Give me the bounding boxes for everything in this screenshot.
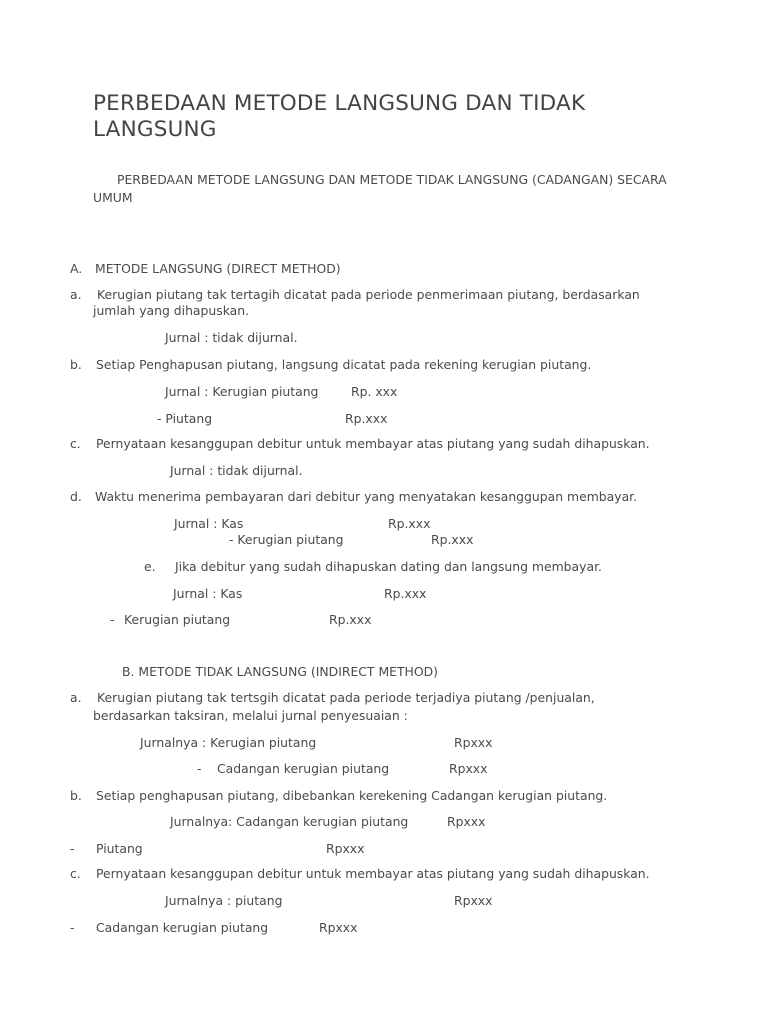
item-e-journal-debit: Jurnal : Kas	[173, 586, 243, 601]
item-d-text: Waktu menerima pembayaran dari debitur yang menyatakan kesanggupan membayar.	[95, 489, 638, 504]
page-title-line-2: LANGSUNG	[93, 117, 217, 142]
item-e-journal-debit-amount: Rp.xxx	[384, 586, 427, 601]
b-list-marker-a: a.	[70, 690, 82, 705]
item-e-journal-credit-amount: Rp.xxx	[329, 612, 372, 627]
b-item-a-journal-credit: Cadangan kerugian piutang	[217, 761, 390, 776]
section-b-heading: B. METODE TIDAK LANGSUNG (INDIRECT METHOD)	[122, 664, 438, 679]
item-b-journal-debit: Jurnal : Kerugian piutang	[165, 384, 319, 399]
item-a-journal: Jurnal : tidak dijurnal.	[165, 330, 298, 345]
item-c-journal: Jurnal : tidak dijurnal.	[170, 463, 303, 478]
item-d-journal-credit: - Kerugian piutang	[229, 532, 344, 547]
section-a-heading: METODE LANGSUNG (DIRECT METHOD)	[95, 261, 341, 276]
b-item-c-journal-credit-dash: -	[70, 920, 75, 935]
page-title-line-1: PERBEDAAN METODE LANGSUNG DAN TIDAK	[93, 91, 586, 116]
item-b-journal-credit: - Piutang	[157, 411, 213, 426]
b-list-marker-b: b.	[70, 788, 82, 803]
list-marker-d: d.	[70, 489, 82, 504]
item-e-journal-credit: Kerugian piutang	[124, 612, 231, 627]
b-item-c-journal-debit-amount: Rpxxx	[454, 893, 493, 908]
item-b-journal-credit-amount: Rp.xxx	[345, 411, 388, 426]
b-item-b-journal-debit-amount: Rpxxx	[447, 814, 486, 829]
item-e-journal-credit-dash: -	[110, 612, 115, 627]
b-item-c-journal-credit: Cadangan kerugian piutang	[96, 920, 269, 935]
list-marker-c: c.	[70, 436, 81, 451]
item-c-text: Pernyataan kesanggupan debitur untuk membayar atas piutang yang sudah dihapuskan.	[96, 436, 650, 451]
b-item-a-line-1: Kerugian piutang tak tertsgih dicatat pada periode terjadiya piutang /penjualan,	[97, 690, 595, 705]
b-item-a-journal-credit-amount: Rpxxx	[449, 761, 488, 776]
item-d-journal-credit-amount: Rp.xxx	[431, 532, 474, 547]
b-item-a-journal-debit: Jurnalnya : Kerugian piutang	[140, 735, 317, 750]
item-d-journal-debit-amount: Rp.xxx	[388, 516, 431, 531]
section-a-marker: A.	[70, 261, 83, 276]
list-marker-e: e.	[144, 559, 156, 574]
b-item-a-line-2: berdasarkan taksiran, melalui jurnal penyesuaian :	[93, 708, 408, 723]
list-marker-a: a.	[70, 287, 82, 302]
b-item-c-text: Pernyataan kesanggupan debitur untuk membayar atas piutang yang sudah dihapuskan.	[96, 866, 650, 881]
subtitle-line-2: UMUM	[93, 190, 133, 205]
b-item-c-journal-credit-amount: Rpxxx	[319, 920, 358, 935]
item-a-line-1: Kerugian piutang tak tertagih dicatat pada periode penmerimaan piutang, berdasarkan	[97, 287, 640, 302]
item-e-text: Jika debitur yang sudah dihapuskan dating dan langsung membayar.	[175, 559, 602, 574]
b-item-a-journal-credit-dash: -	[197, 761, 202, 776]
b-list-marker-c: c.	[70, 866, 81, 881]
item-a-line-2: jumlah yang dihapuskan.	[93, 303, 250, 318]
item-b-text: Setiap Penghapusan piutang, langsung dicatat pada rekening kerugian piutang.	[96, 357, 592, 372]
b-item-b-journal-debit: Jurnalnya: Cadangan kerugian piutang	[170, 814, 409, 829]
b-item-b-journal-credit: Piutang	[96, 841, 143, 856]
list-marker-b: b.	[70, 357, 82, 372]
b-item-b-journal-credit-dash: -	[70, 841, 75, 856]
b-item-b-journal-credit-amount: Rpxxx	[326, 841, 365, 856]
subtitle-line-1: PERBEDAAN METODE LANGSUNG DAN METODE TIDAK LANGSUNG (CADANGAN) SECARA	[117, 172, 667, 187]
item-b-journal-debit-amount: Rp. xxx	[351, 384, 398, 399]
item-d-journal-debit: Jurnal : Kas	[174, 516, 244, 531]
b-item-a-journal-debit-amount: Rpxxx	[454, 735, 493, 750]
b-item-b-text: Setiap penghapusan piutang, dibebankan kerekening Cadangan kerugian piutang.	[96, 788, 608, 803]
b-item-c-journal-debit: Jurnalnya : piutang	[165, 893, 283, 908]
